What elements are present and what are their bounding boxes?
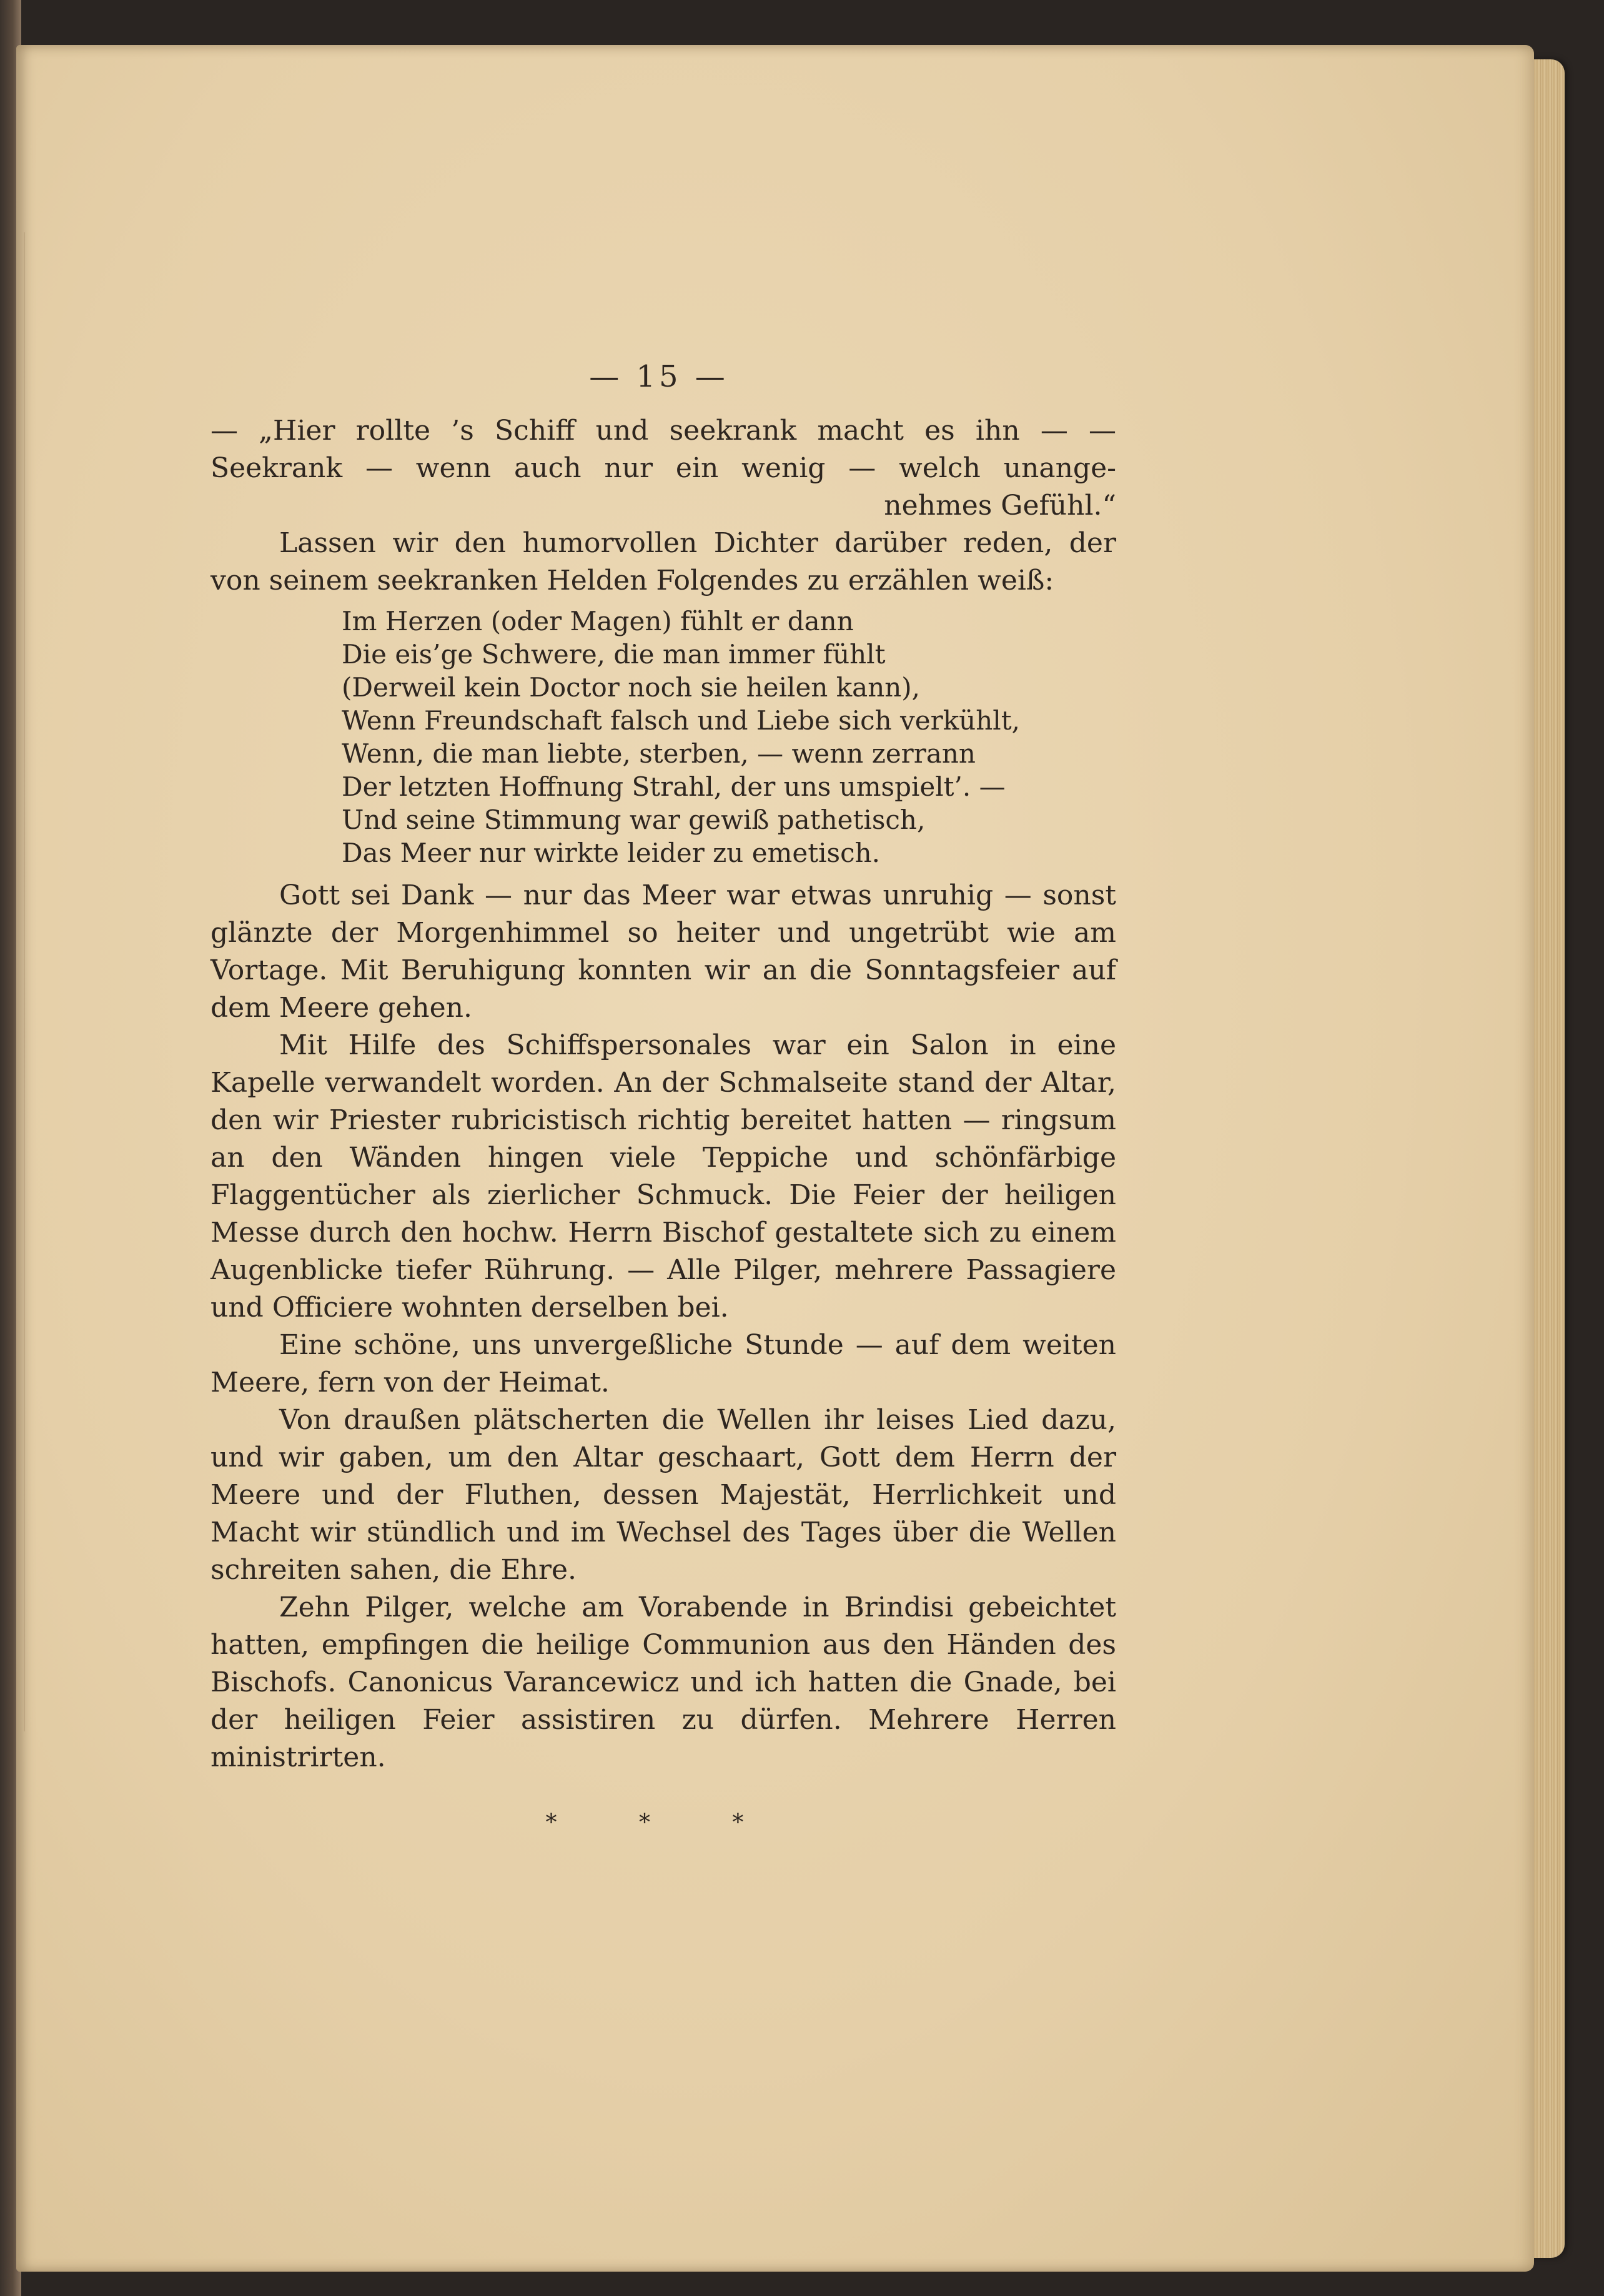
- section-separator: * * *: [545, 1810, 781, 1836]
- gutter-shadow: [24, 232, 25, 1731]
- top-spacer: [210, 350, 1116, 412]
- paragraph-1: Gott sei Dank — nur das Meer war etwas unruhig — sonst glänzte der Morgenhimmel so heiter und ungetrübt wie am Vortage. Mit Beruhigung konnten wir an die Sonntagsfeier auf dem Meere gehen.: [210, 879, 1116, 1024]
- poem-line: Im Herzen (oder Magen) fühlt er dann: [342, 606, 854, 636]
- intro-paragraph: Lassen wir den humorvollen Dichter darüber reden, der von seinem seekranken Helden Folgendes zu erzählen weiß:: [210, 527, 1116, 596]
- poem-line: Die eis’ge Schwere, die man immer fühlt: [342, 639, 886, 670]
- poem-line: Und seine Stimmung war gewiß pathetisch,: [342, 804, 926, 835]
- quote-line-1: — „Hier rollte ’s Schiff und seekrank macht es ihn — —: [210, 415, 1116, 447]
- quote-line-3: nehmes Gefühl.“: [884, 490, 1116, 522]
- quote-line-2: Seekrank — wenn auch nur ein wenig — welch unange-: [210, 452, 1116, 484]
- poem-line: Wenn Freundschaft falsch und Liebe sich verkühlt,: [342, 705, 1020, 736]
- paragraph-3: Eine schöne, uns unvergeßliche Stunde — auf dem weiten Meere, fern von der Heimat.: [210, 1329, 1116, 1398]
- poem-line: (Derweil kein Doctor noch sie heilen kann),: [342, 672, 921, 703]
- page-number: — 15 —: [589, 359, 729, 394]
- poem-line: Der letzten Hoffnung Strahl, der uns umspielt’. —: [342, 771, 1006, 802]
- poem-line: Wenn, die man liebte, sterben, — wenn zerrann: [342, 738, 976, 769]
- poem-line: Das Meer nur wirkte leider zu emetisch.: [342, 838, 881, 868]
- paragraph-4: Von draußen plätscherten die Wellen ihr leises Lied dazu, und wir gaben, um den Altar geschaart, Gott dem Herrn der Meere und der Fluthen, dessen Majestät, Herrlichkeit und Macht wir stündlich und im Wechsel des Tages über die Wellen schreiten sahen, die Ehre.: [210, 1404, 1116, 1586]
- paragraph-5: Zehn Pilger, welche am Vorabende in Brindisi gebeichtet hatten, empfingen die heilige Communion aus den Händen des Bischofs. Canonicus Varancewicz und ich hatten die Gnade, bei der heiligen Feier assistiren zu dürfen. Mehrere Herren ministrirten.: [210, 1591, 1116, 1773]
- poem: [342, 605, 1116, 869]
- paragraph-2: Mit Hilfe des Schiffspersonales war ein Salon in eine Kapelle verwandelt worden. An der Schmalseite stand der Altar, den wir Priester rubricistisch richtig bereitet hatten — ringsum an den Wänden hingen viele Teppiche und schönfärbige Flaggentücher als zierlicher Schmuck. Die Feier der heiligen Messe durch den hochw. Herrn Bischof gestaltete sich zu einem Augenblicke tiefer Rührung. — Alle Pilger, mehrere Passagiere und Officiere wohnten derselben bei.: [210, 1029, 1116, 1324]
- page-text: [210, 350, 1116, 1842]
